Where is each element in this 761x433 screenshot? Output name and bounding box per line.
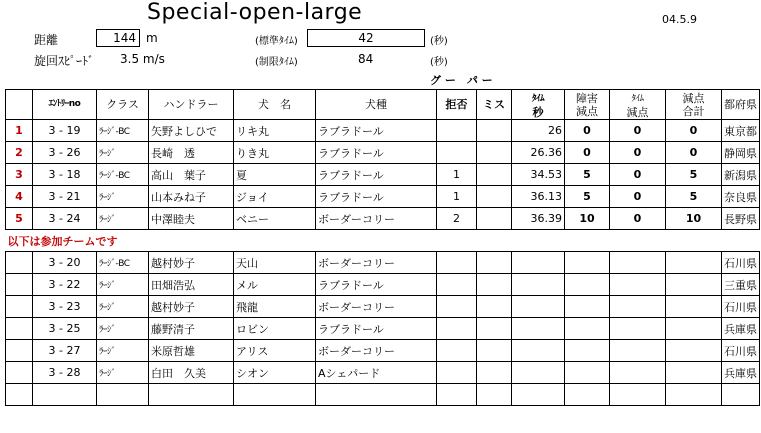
entry-cell: 3 - 19 xyxy=(33,120,97,142)
breed-cell: ラブラドール xyxy=(316,274,437,296)
header-class: クラス xyxy=(97,90,149,120)
entry-cell: 3 - 21 xyxy=(33,186,97,208)
breed-cell: ラブラドール xyxy=(316,186,437,208)
header-breed: 犬種 xyxy=(316,90,437,120)
table-row xyxy=(6,208,760,230)
std-time-label: (標準ﾀｲﾑ) xyxy=(255,36,298,47)
time-cell: 26 xyxy=(512,120,565,142)
dog-cell: ジョイ xyxy=(234,186,316,208)
total-cell: 0 xyxy=(666,142,722,164)
miss-cell xyxy=(477,142,512,164)
pref-cell: 石川県 xyxy=(722,252,760,274)
std-time-value: 42 xyxy=(307,29,425,47)
table-row xyxy=(6,340,760,362)
table-row xyxy=(6,362,760,384)
miss-cell xyxy=(477,186,512,208)
obstacle-cell: 5 xyxy=(565,164,610,186)
pref-cell: 兵庫県 xyxy=(722,362,760,384)
handler-cell: 越村妙子 xyxy=(149,252,234,274)
class-cell: ﾗｰｼﾞ xyxy=(97,208,149,230)
header-handler: ハンドラー xyxy=(149,90,234,120)
refusal-cell: 1 xyxy=(437,164,477,186)
time-cell xyxy=(512,296,565,318)
obstacle-cell: 0 xyxy=(565,142,610,164)
header-pref: 都府県 xyxy=(722,90,760,120)
obstacle-cell xyxy=(565,362,610,384)
group-label: グ ー パ ー xyxy=(430,74,493,87)
obstacle-cell: 0 xyxy=(565,120,610,142)
handler-cell xyxy=(149,384,234,406)
breed-cell: ラブラドール xyxy=(316,120,437,142)
pref-cell: 奈良県 xyxy=(722,186,760,208)
header-rank xyxy=(6,90,33,120)
dog-cell: ベニー xyxy=(234,208,316,230)
header-time-1: ﾀｲﾑ xyxy=(531,93,544,104)
table-row xyxy=(6,318,760,340)
time-cell xyxy=(512,252,565,274)
class-cell: ﾗｰｼﾞ xyxy=(97,340,149,362)
dog-cell: アリス xyxy=(234,340,316,362)
handler-cell: 長崎 透 xyxy=(149,142,234,164)
participant-note-row xyxy=(6,230,760,252)
obstacle-cell xyxy=(565,318,610,340)
timepen-cell xyxy=(610,340,666,362)
rank-cell: 4 xyxy=(6,186,33,208)
limit-time-value: 84 xyxy=(358,52,374,66)
breed-cell: ラブラドール xyxy=(316,142,437,164)
total-cell: 10 xyxy=(666,208,722,230)
breed-cell: ボーダーコリー xyxy=(316,340,437,362)
header-time xyxy=(512,90,565,120)
rank-cell: 5 xyxy=(6,208,33,230)
breed-cell: ラブラドール xyxy=(316,164,437,186)
timepen-cell: 0 xyxy=(610,208,666,230)
pref-cell: 石川県 xyxy=(722,296,760,318)
timepen-cell: 0 xyxy=(610,142,666,164)
class-cell: ﾗｰｼﾞ xyxy=(97,274,149,296)
distance-unit: m xyxy=(146,31,158,45)
refusal-cell xyxy=(437,384,477,406)
rank-cell xyxy=(6,296,33,318)
class-cell: ﾗｰｼﾞ-BC xyxy=(97,252,149,274)
dog-cell: メル xyxy=(234,274,316,296)
handler-cell: 越村妙子 xyxy=(149,296,234,318)
miss-cell xyxy=(477,384,512,406)
refusal-cell xyxy=(437,274,477,296)
time-cell xyxy=(512,362,565,384)
header-total xyxy=(666,90,722,120)
miss-cell xyxy=(477,164,512,186)
dog-cell: りき丸 xyxy=(234,142,316,164)
entry-cell: 3 - 22 xyxy=(33,274,97,296)
pref-cell: 新潟県 xyxy=(722,164,760,186)
miss-cell xyxy=(477,340,512,362)
entry-cell: 3 - 23 xyxy=(33,296,97,318)
miss-cell xyxy=(477,274,512,296)
refusal-cell xyxy=(437,142,477,164)
table-row xyxy=(6,142,760,164)
class-cell xyxy=(97,384,149,406)
dog-cell: ロビン xyxy=(234,318,316,340)
timepen-cell xyxy=(610,274,666,296)
dog-cell: 天山 xyxy=(234,252,316,274)
pref-cell: 東京都 xyxy=(722,120,760,142)
class-cell: ﾗｰｼﾞ-BC xyxy=(97,164,149,186)
breed-cell: ボーダーコリー xyxy=(316,252,437,274)
obstacle-cell xyxy=(565,252,610,274)
total-cell xyxy=(666,384,722,406)
rank-cell xyxy=(6,318,33,340)
timepen-cell xyxy=(610,252,666,274)
rank-cell xyxy=(6,274,33,296)
timepen-cell xyxy=(610,296,666,318)
timepen-cell: 0 xyxy=(610,120,666,142)
handler-cell: 矢野よしひで xyxy=(149,120,234,142)
table-row xyxy=(6,252,760,274)
class-cell: ﾗｰｼﾞ xyxy=(97,318,149,340)
entry-cell: 3 - 27 xyxy=(33,340,97,362)
handler-cell: 中澤睦夫 xyxy=(149,208,234,230)
total-cell xyxy=(666,274,722,296)
pref-cell: 静岡県 xyxy=(722,142,760,164)
header-obstacle-1: 障害 xyxy=(576,91,598,105)
total-cell xyxy=(666,362,722,384)
page-title: Special-open-large xyxy=(147,0,363,25)
total-cell xyxy=(666,296,722,318)
header-miss: ミス xyxy=(477,90,512,120)
refusal-cell xyxy=(437,120,477,142)
header-timepen-1: ﾀｲﾑ xyxy=(631,93,644,104)
participant-note: 以下は参加チームです xyxy=(6,230,760,252)
dog-cell xyxy=(234,384,316,406)
time-cell xyxy=(512,384,565,406)
miss-cell xyxy=(477,208,512,230)
timepen-cell: 0 xyxy=(610,164,666,186)
entry-cell: 3 - 25 xyxy=(33,318,97,340)
table-row xyxy=(6,164,760,186)
pref-cell: 兵庫県 xyxy=(722,318,760,340)
header-total-1: 減点 xyxy=(682,91,705,105)
timepen-cell xyxy=(610,318,666,340)
entry-cell: 3 - 28 xyxy=(33,362,97,384)
obstacle-cell xyxy=(565,296,610,318)
handler-cell: 米原哲雄 xyxy=(149,340,234,362)
time-cell: 26.36 xyxy=(512,142,565,164)
limit-time-unit: (秒) xyxy=(430,57,448,68)
obstacle-cell xyxy=(565,340,610,362)
speed-label: 旋回ｽﾋﾟｰﾄﾞ xyxy=(34,54,95,68)
obstacle-cell: 5 xyxy=(565,186,610,208)
entry-cell: 3 - 20 xyxy=(33,252,97,274)
time-cell: 36.39 xyxy=(512,208,565,230)
total-cell xyxy=(666,318,722,340)
handler-cell: 山本みね子 xyxy=(149,186,234,208)
total-cell xyxy=(666,340,722,362)
pref-cell: 石川県 xyxy=(722,340,760,362)
pref-cell xyxy=(722,384,760,406)
entry-cell: 3 - 18 xyxy=(33,164,97,186)
total-cell: 5 xyxy=(666,186,722,208)
breed-cell xyxy=(316,384,437,406)
rank-cell xyxy=(6,252,33,274)
class-cell: ﾗｰｼﾞ xyxy=(97,362,149,384)
refusal-cell xyxy=(437,296,477,318)
dog-cell: 飛龍 xyxy=(234,296,316,318)
time-cell xyxy=(512,318,565,340)
breed-cell: ラブラドール xyxy=(316,318,437,340)
refusal-cell xyxy=(437,252,477,274)
refusal-cell xyxy=(437,318,477,340)
header-dog: 犬 名 xyxy=(234,90,316,120)
results-table xyxy=(5,89,760,406)
class-cell: ﾗｰｼﾞ-BC xyxy=(97,120,149,142)
rank-cell xyxy=(6,362,33,384)
class-cell: ﾗｰｼﾞ xyxy=(97,296,149,318)
rank-cell: 3 xyxy=(6,164,33,186)
table-row xyxy=(6,296,760,318)
timepen-cell: 0 xyxy=(610,186,666,208)
entry-cell: 3 - 26 xyxy=(33,142,97,164)
dog-cell: 夏 xyxy=(234,164,316,186)
rank-cell: 2 xyxy=(6,142,33,164)
breed-cell: Aシェパード xyxy=(316,362,437,384)
breed-cell: ボーダーコリー xyxy=(316,208,437,230)
class-cell: ﾗｰｼﾞ xyxy=(97,186,149,208)
pref-cell: 長野県 xyxy=(722,208,760,230)
total-cell xyxy=(666,252,722,274)
refusal-cell xyxy=(437,340,477,362)
refusal-cell: 2 xyxy=(437,208,477,230)
header-timepen xyxy=(610,90,666,120)
header-total-2: 合計 xyxy=(682,104,705,118)
entry-cell: 3 - 24 xyxy=(33,208,97,230)
header-time-2: 秒 xyxy=(532,105,544,119)
header-timepen-2: 減点 xyxy=(626,105,649,119)
table-row xyxy=(6,186,760,208)
header-row xyxy=(6,90,760,120)
total-cell: 0 xyxy=(666,120,722,142)
distance-value: 144 xyxy=(96,29,140,47)
entry-cell xyxy=(33,384,97,406)
timepen-cell xyxy=(610,384,666,406)
header-entry: ｴﾝﾄﾘｰno xyxy=(33,90,97,120)
dog-cell: シオン xyxy=(234,362,316,384)
header-obstacle xyxy=(565,90,610,120)
timepen-cell xyxy=(610,362,666,384)
class-cell: ﾗｰｼﾞ xyxy=(97,142,149,164)
table-row xyxy=(6,120,760,142)
table-row xyxy=(6,384,760,406)
dog-cell: リキ丸 xyxy=(234,120,316,142)
limit-time-label: (制限ﾀｲﾑ) xyxy=(255,57,298,68)
total-cell: 5 xyxy=(666,164,722,186)
miss-cell xyxy=(477,296,512,318)
handler-cell: 田畑浩弘 xyxy=(149,274,234,296)
handler-cell: 藤野清子 xyxy=(149,318,234,340)
time-cell xyxy=(512,274,565,296)
miss-cell xyxy=(477,120,512,142)
handler-cell: 白田 久美 xyxy=(149,362,234,384)
rank-cell xyxy=(6,384,33,406)
header-obstacle-2: 減点 xyxy=(576,104,598,118)
speed-value: 3.5 m/s xyxy=(120,52,165,66)
obstacle-cell xyxy=(565,384,610,406)
obstacle-cell xyxy=(565,274,610,296)
miss-cell xyxy=(477,318,512,340)
handler-cell: 高山 葉子 xyxy=(149,164,234,186)
time-cell: 36.13 xyxy=(512,186,565,208)
date-label: 04.5.9 xyxy=(662,13,697,26)
header-refusal: 拒否 xyxy=(437,90,477,120)
rank-cell xyxy=(6,340,33,362)
miss-cell xyxy=(477,252,512,274)
breed-cell: ボーダーコリー xyxy=(316,296,437,318)
pref-cell: 三重県 xyxy=(722,274,760,296)
refusal-cell: 1 xyxy=(437,186,477,208)
rank-cell: 1 xyxy=(6,120,33,142)
obstacle-cell: 10 xyxy=(565,208,610,230)
table-row xyxy=(6,274,760,296)
distance-label: 距離 xyxy=(34,33,59,47)
time-cell: 34.53 xyxy=(512,164,565,186)
std-time-unit: (秒) xyxy=(430,36,448,47)
miss-cell xyxy=(477,362,512,384)
refusal-cell xyxy=(437,362,477,384)
time-cell xyxy=(512,340,565,362)
